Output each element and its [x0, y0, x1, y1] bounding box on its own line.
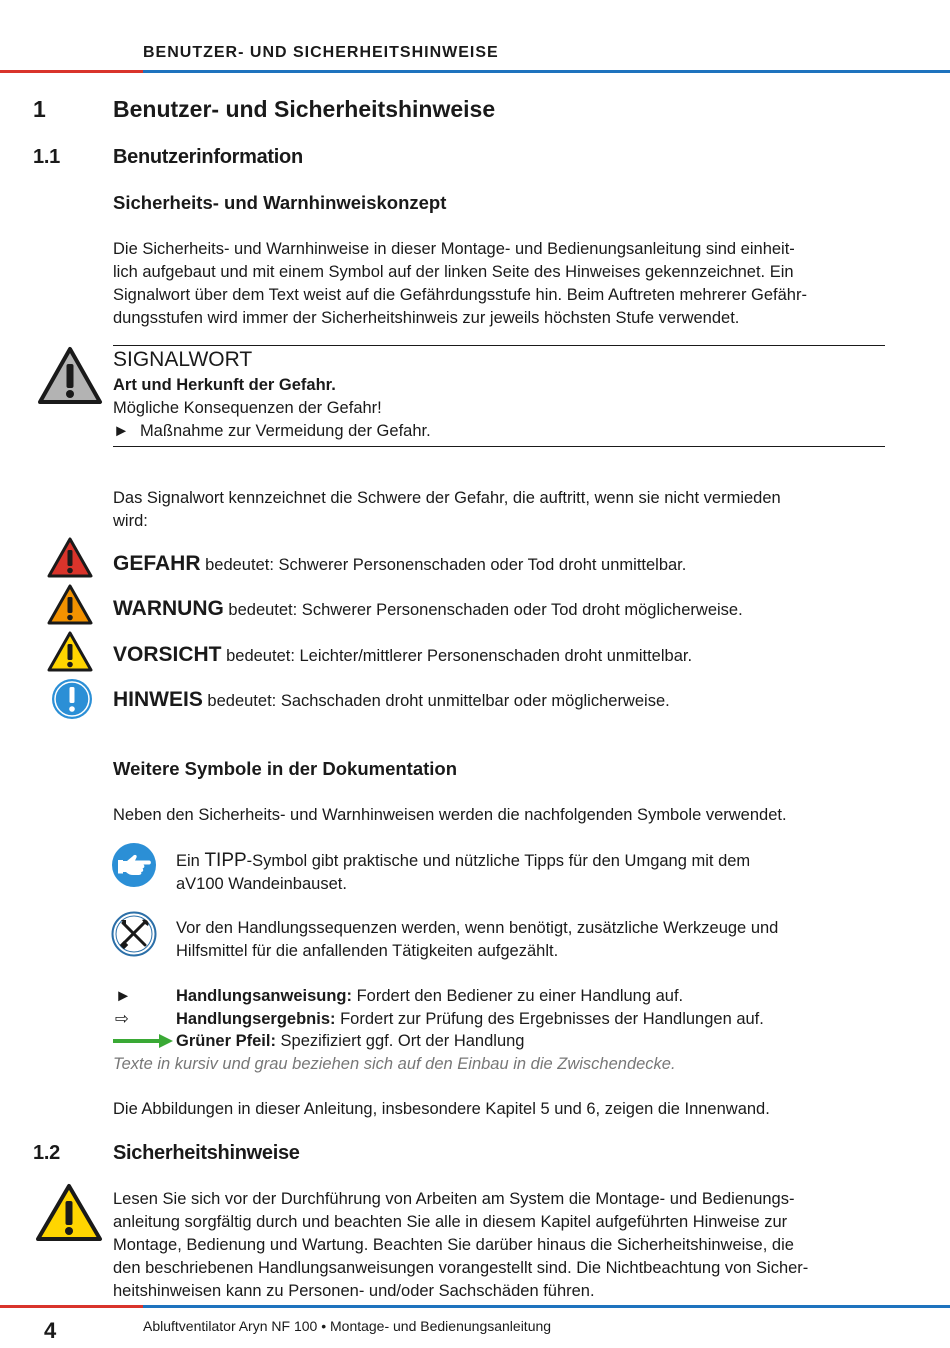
- result-marker: ⇨: [115, 1010, 129, 1028]
- signal-level-text: bedeutet: Leichter/mittlerer Personenschaden droht unmittelbar.: [221, 647, 693, 665]
- tools-line: Hilfsmittel für die anfallenden Tätigkeiten aufgezählt.: [176, 942, 559, 960]
- signal-level-warnung: [113, 597, 743, 622]
- tip-rest: -Symbol gibt praktische und nützliche Tipps für den Umgang mit dem: [246, 852, 751, 870]
- tools-icon: [111, 911, 157, 957]
- tip-hand-icon: [111, 842, 157, 888]
- instruction-text: Fordert den Bediener zu einer Handlung auf.: [352, 987, 684, 1005]
- green-arrow-row: [176, 1030, 524, 1053]
- result-row: [176, 1008, 764, 1031]
- paragraph-line: den beschriebenen Handlungsanweisungen vorangestellt sind. Die Nichtbeachtung von Sicher-: [113, 1259, 809, 1277]
- signal-level-text: bedeutet: Schwerer Personenschaden oder Tod droht möglicherweise.: [223, 601, 743, 619]
- signal-box-top-rule: [113, 345, 885, 346]
- footer-rule-blue: [143, 1305, 950, 1308]
- paragraph-line: Das Signalwort kennzeichnet die Schwere der Gefahr, die auftritt, wenn sie nicht vermieden: [113, 489, 781, 507]
- tools-line: Vor den Handlungssequenzen werden, wenn benötigt, zusätzliche Werkzeuge und: [176, 919, 779, 937]
- green-arrow-text: Spezifiziert ggf. Ort der Handlung: [275, 1032, 525, 1050]
- instruction-marker: ►: [115, 987, 132, 1005]
- paragraph-line: lich aufgebaut und mit einem Symbol auf der linken Seite des Hinweises gekennzeichnet. Ein: [113, 263, 794, 281]
- symbols-intro: Neben den Sicherheits- und Warnhinweisen werden die nachfolgenden Symbole verwendet.: [113, 806, 787, 824]
- result-text: Fordert zur Prüfung des Ergebnisses der Handlungen auf.: [335, 1010, 764, 1028]
- paragraph-line: heitshinweisen kann zu Personen- und/oder Sachschäden führen.: [113, 1282, 595, 1300]
- signalword-label: SIGNALWORT: [113, 348, 253, 371]
- signal-level-word: WARNUNG: [113, 597, 224, 620]
- green-arrow-label: Grüner Pfeil:: [176, 1032, 276, 1050]
- running-header: BENUTZER- UND SICHERHEITSHINWEISE: [143, 44, 499, 61]
- signal-level-vorsicht: [113, 643, 692, 668]
- symbols-heading: Weitere Symbole in der Dokumentation: [113, 758, 458, 779]
- signal-level-word: VORSICHT: [113, 643, 222, 666]
- signal-level-word: GEFAHR: [113, 552, 201, 575]
- paragraph-line: Die Sicherheits- und Warnhinweise in dieser Montage- und Bedienungsanleitung sind einheit-: [113, 240, 795, 258]
- tip-pre: Ein: [176, 852, 205, 870]
- tip-text: [176, 849, 750, 896]
- header-rule-blue: [143, 70, 950, 73]
- notice-blue-icon: [51, 678, 93, 720]
- danger-type: Art und Herkunft der Gefahr.: [113, 376, 336, 394]
- subsection-number: 1.1: [33, 146, 60, 168]
- safety-paragraph: [113, 1188, 903, 1303]
- paragraph-line: Lesen Sie sich vor der Durchführung von Arbeiten am System die Montage- und Bedienungs-: [113, 1190, 795, 1208]
- concept-heading: Sicherheits- und Warnhinweiskonzept: [113, 192, 447, 213]
- signal-intro: [113, 487, 903, 533]
- warning-yellow-icon: [46, 630, 94, 673]
- paragraph-line: Signalwort über dem Text weist auf die Gefährdungsstufe hin. Beim Auftreten mehrerer Gefähr-: [113, 286, 807, 304]
- tip-word: TIPP: [204, 850, 247, 871]
- concept-paragraph: [113, 238, 903, 330]
- tools-text: [176, 917, 778, 963]
- warning-red-icon: [46, 536, 94, 579]
- section-number: 1: [33, 96, 46, 122]
- green-arrow-icon: [113, 1034, 173, 1048]
- header-rule-red: [0, 70, 143, 73]
- footer-rule-red: [0, 1305, 143, 1308]
- warning-orange-icon: [46, 583, 94, 626]
- signal-level-gefahr: [113, 552, 686, 577]
- tip-line-2: aV100 Wandeinbauset.: [176, 875, 347, 893]
- signal-level-word: HINWEIS: [113, 688, 203, 711]
- signal-level-hinweis: [113, 688, 670, 713]
- subsection-number: 1.2: [33, 1142, 60, 1164]
- signal-level-text: bedeutet: Schwerer Personenschaden oder Tod droht unmittelbar.: [200, 556, 687, 574]
- result-label: Handlungsergebnis:: [176, 1010, 336, 1028]
- instruction-label: Handlungsanweisung:: [176, 987, 353, 1005]
- subsection-title: Sicherheitshinweise: [113, 1142, 300, 1164]
- danger-measure: [113, 420, 431, 443]
- paragraph-line: wird:: [113, 512, 148, 530]
- paragraph-line: dungsstufen wird immer der Sicherheitshinweis zur jeweils höchsten Stufe verwendet.: [113, 309, 740, 327]
- warning-yellow-icon: [35, 1183, 103, 1243]
- measure-arrow: ►: [113, 422, 130, 440]
- section-title: Benutzer- und Sicherheitshinweise: [113, 96, 496, 122]
- figures-note: Die Abbildungen in dieser Anleitung, insbesondere Kapitel 5 und 6, zeigen die Innenwand.: [113, 1100, 770, 1118]
- signal-box-bottom-rule: [113, 446, 885, 447]
- paragraph-line: anleitung sorgfältig durch und beachten Sie alle in diesem Kapitel aufgeführten Hinweise zur: [113, 1213, 788, 1231]
- instruction-row: [176, 985, 683, 1008]
- signal-level-text: bedeutet: Sachschaden droht unmittelbar oder möglicherweise.: [202, 692, 670, 710]
- subsection-title: Benutzerinformation: [113, 146, 303, 168]
- footer-text: Abluftventilator Aryn NF 100 • Montage- und Bedienungsanleitung: [143, 1318, 552, 1334]
- italic-note: Texte in kursiv und grau beziehen sich auf den Einbau in die Zwischendecke.: [113, 1055, 676, 1073]
- danger-consequence: Mögliche Konsequenzen der Gefahr!: [113, 399, 382, 417]
- page-number: 4: [44, 1318, 57, 1343]
- measure-text: Maßnahme zur Vermeidung der Gefahr.: [139, 422, 431, 440]
- paragraph-line: Montage, Bedienung und Wartung. Beachten Sie darüber hinaus die Sicherheitshinweise, die: [113, 1236, 794, 1254]
- tip-line: [176, 849, 750, 873]
- warning-grey-icon: [37, 346, 103, 406]
